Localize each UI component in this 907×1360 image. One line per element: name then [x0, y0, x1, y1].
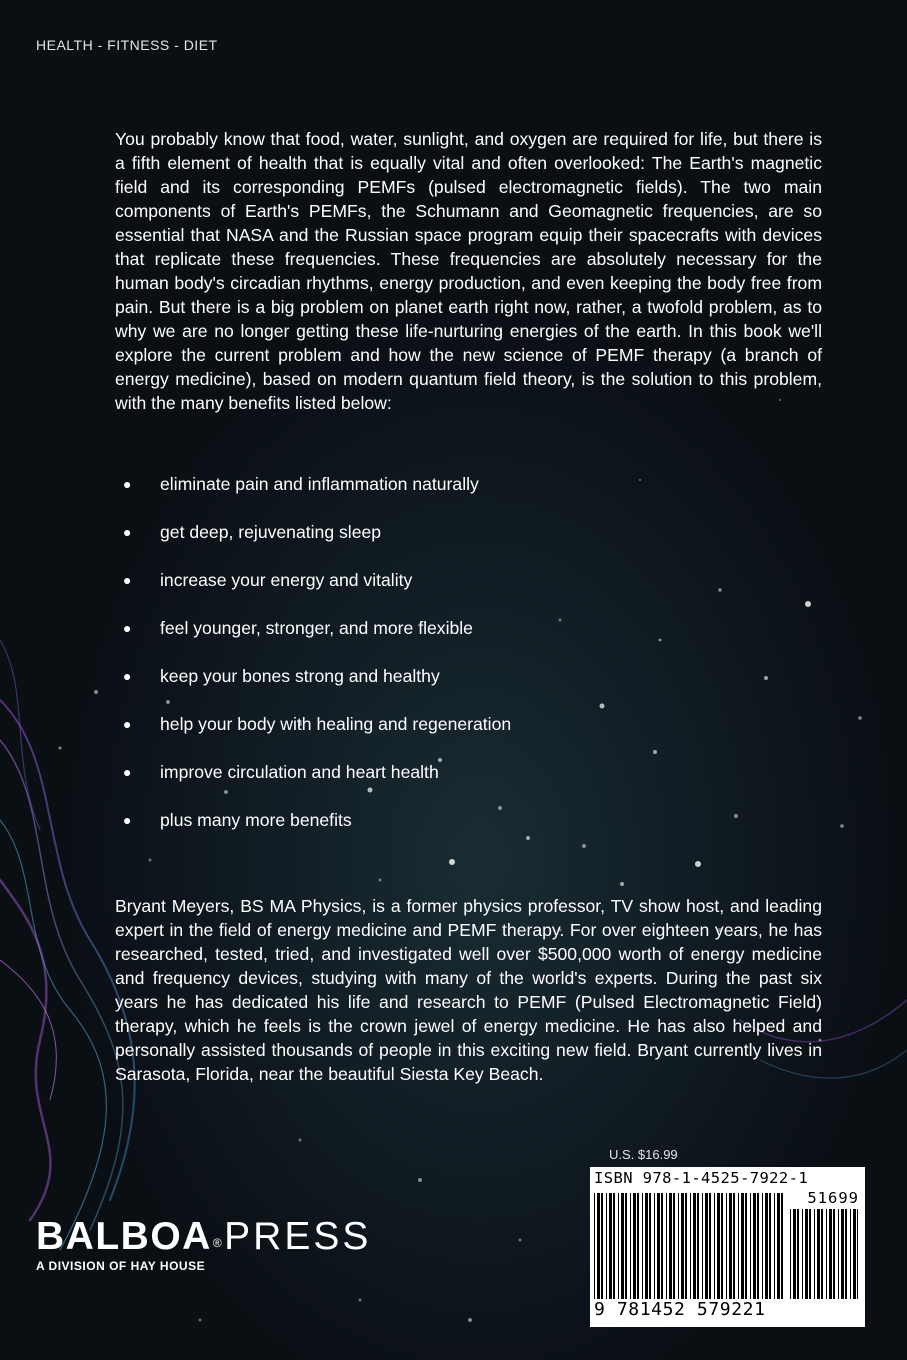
barcode-bar	[661, 1193, 663, 1299]
barcode-bar	[774, 1193, 775, 1299]
author-bio: Bryant Meyers, BS MA Physics, is a former physics professor, TV show host, and leading expert in the field of energy medicine and PEMF therapy. For over eighteen years, he has researched, tested, tried, and investigated well over $500,000 worth of energy medicine and frequency devices, studying with many of the world's experts. During the past six years he has dedicated his life and research to PEMF (Pulsed Electromagnetic Field) therapy, which he feels is the crown jewel of energy medicine. He has also helped and personally assisted thousands of people in this exciting new field. Bryant currently lives in Sarasota, Florida, near the beautiful Siesta Key Beach.	[115, 896, 822, 1084]
barcode-bar	[777, 1193, 780, 1299]
category-label: HEALTH - FITNESS - DIET	[36, 37, 218, 53]
barcode-bar	[597, 1193, 600, 1299]
barcode-bar	[765, 1193, 768, 1299]
benefit-text: feel younger, stronger, and more flexible	[160, 618, 473, 638]
list-item	[120, 710, 511, 758]
barcode-bar	[594, 1193, 595, 1299]
barcode-bar	[625, 1193, 627, 1299]
list-item	[120, 566, 511, 614]
barcode-bar	[809, 1209, 811, 1299]
barcode-supplement-bars	[790, 1209, 858, 1299]
barcode-bar	[729, 1193, 732, 1299]
bullet-icon: ●	[123, 716, 132, 732]
barcode-bar	[721, 1193, 723, 1299]
benefit-text: increase your energy and vitality	[160, 570, 413, 590]
bullet-icon: ●	[123, 812, 132, 828]
benefit-text: plus many more benefits	[160, 810, 352, 830]
price-label: U.S. $16.99	[609, 1147, 678, 1162]
barcode-bar	[678, 1193, 679, 1299]
isbn-number: ISBN 978-1-4525-7922-1	[594, 1169, 809, 1187]
barcode-bar	[857, 1209, 858, 1299]
barcode-supplement-number: 51699	[807, 1189, 859, 1207]
barcode-bar	[757, 1193, 759, 1299]
barcode-bar	[814, 1209, 815, 1299]
barcode-bar	[657, 1193, 660, 1299]
barcode-bar	[741, 1193, 744, 1299]
benefit-text: improve circulation and heart health	[160, 762, 439, 782]
barcode-bar	[697, 1193, 699, 1299]
barcode-bar	[681, 1193, 684, 1299]
barcode-bar	[817, 1209, 820, 1299]
barcode-bar	[750, 1193, 751, 1299]
barcode-bar	[613, 1193, 615, 1299]
benefits-list	[120, 470, 511, 854]
barcode-bar	[645, 1193, 648, 1299]
bullet-icon: ●	[123, 476, 132, 492]
list-item	[120, 614, 511, 662]
barcode-bar	[745, 1193, 747, 1299]
benefit-text: help your body with healing and regeneration	[160, 714, 512, 734]
barcode-bar	[606, 1193, 607, 1299]
barcode-bar	[790, 1209, 791, 1299]
barcode-bar	[673, 1193, 675, 1299]
barcode-bar	[714, 1193, 715, 1299]
barcode-bar	[762, 1193, 763, 1299]
barcode-bar	[805, 1209, 808, 1299]
publisher-division: A DIVISION OF HAY HOUSE	[36, 1259, 206, 1273]
barcode-bar	[709, 1193, 711, 1299]
barcode-bar	[633, 1193, 636, 1299]
barcode-bar	[781, 1193, 783, 1299]
barcode-bar	[637, 1193, 639, 1299]
barcode-bar	[845, 1209, 847, 1299]
barcode-bar	[850, 1209, 851, 1299]
bullet-icon: ●	[123, 620, 132, 636]
barcode-bar	[630, 1193, 631, 1299]
barcode-bar	[726, 1193, 727, 1299]
barcode-bar	[769, 1193, 771, 1299]
barcode-bar	[797, 1209, 799, 1299]
publisher-name-part-2: PRESS	[224, 1215, 372, 1258]
barcode-bar	[666, 1193, 667, 1299]
bullet-icon: ●	[123, 764, 132, 780]
barcode-bar	[853, 1209, 856, 1299]
barcode-bar	[753, 1193, 756, 1299]
list-item	[120, 758, 511, 806]
bullet-icon: ●	[123, 524, 132, 540]
book-description: You probably know that food, water, sunlight, and oxygen are required for life, but there is a fifth element of health that is equally vital and often overlooked: The Earth's magnetic field and its corresponding PEMFs (pulsed electromagnetic fields). The two main components of Earth's PEMFs, the Schumann and Geomagnetic frequencies, are so essential that NASA and the Russian space program equip their spacecrafts with devices that replicate these frequencies. These frequencies are absolutely necessary for the human body's circadian rhythms, energy production, and even keeping the body free from pain. But there is a big problem on planet earth right now, rather, a twofold problem, as to why we are no longer getting these life-nurturing energies of the earth. In this book we'll explore the current problem and how the new science of PEMF therapy (a branch of energy medicine), based on modern quantum field theory, is the solution to this problem, with the many benefits listed below:	[115, 129, 822, 413]
barcode-bar	[793, 1209, 796, 1299]
barcode-bar	[733, 1193, 735, 1299]
list-item	[120, 518, 511, 566]
ean-digits: 9 781452 579221	[594, 1299, 766, 1320]
list-item	[120, 806, 511, 854]
barcode-bar	[693, 1193, 696, 1299]
barcode-bar	[821, 1209, 823, 1299]
barcode-bar	[838, 1209, 839, 1299]
barcode-bar	[669, 1193, 672, 1299]
barcode-bar	[642, 1193, 643, 1299]
list-item	[120, 662, 511, 710]
benefit-text: eliminate pain and inflammation naturally	[160, 474, 479, 494]
barcode-bar	[802, 1209, 803, 1299]
benefit-text: get deep, rejuvenating sleep	[160, 522, 382, 542]
bullet-icon: ●	[123, 668, 132, 684]
barcode-bar	[717, 1193, 720, 1299]
barcode-bar	[829, 1209, 832, 1299]
barcode-bar	[685, 1193, 687, 1299]
barcode-bar	[841, 1209, 844, 1299]
barcode-bar	[609, 1193, 612, 1299]
barcode-bar	[826, 1209, 827, 1299]
barcode-bar	[705, 1193, 708, 1299]
barcode-bar	[702, 1193, 703, 1299]
isbn-barcode	[590, 1167, 865, 1327]
barcode-bar	[690, 1193, 691, 1299]
publisher-name-part-1: BALBOA	[36, 1215, 212, 1258]
registered-mark: ®	[212, 1236, 224, 1250]
barcode-bar	[649, 1193, 651, 1299]
benefit-text: keep your bones strong and healthy	[160, 666, 440, 686]
barcode-bar	[618, 1193, 619, 1299]
barcode-bar	[621, 1193, 624, 1299]
list-item	[120, 470, 511, 518]
barcode-bar	[601, 1193, 603, 1299]
barcode-main-bars	[594, 1193, 786, 1299]
barcode-bar	[833, 1209, 835, 1299]
barcode-bar	[738, 1193, 739, 1299]
barcode-bar	[654, 1193, 655, 1299]
bullet-icon: ●	[123, 572, 132, 588]
